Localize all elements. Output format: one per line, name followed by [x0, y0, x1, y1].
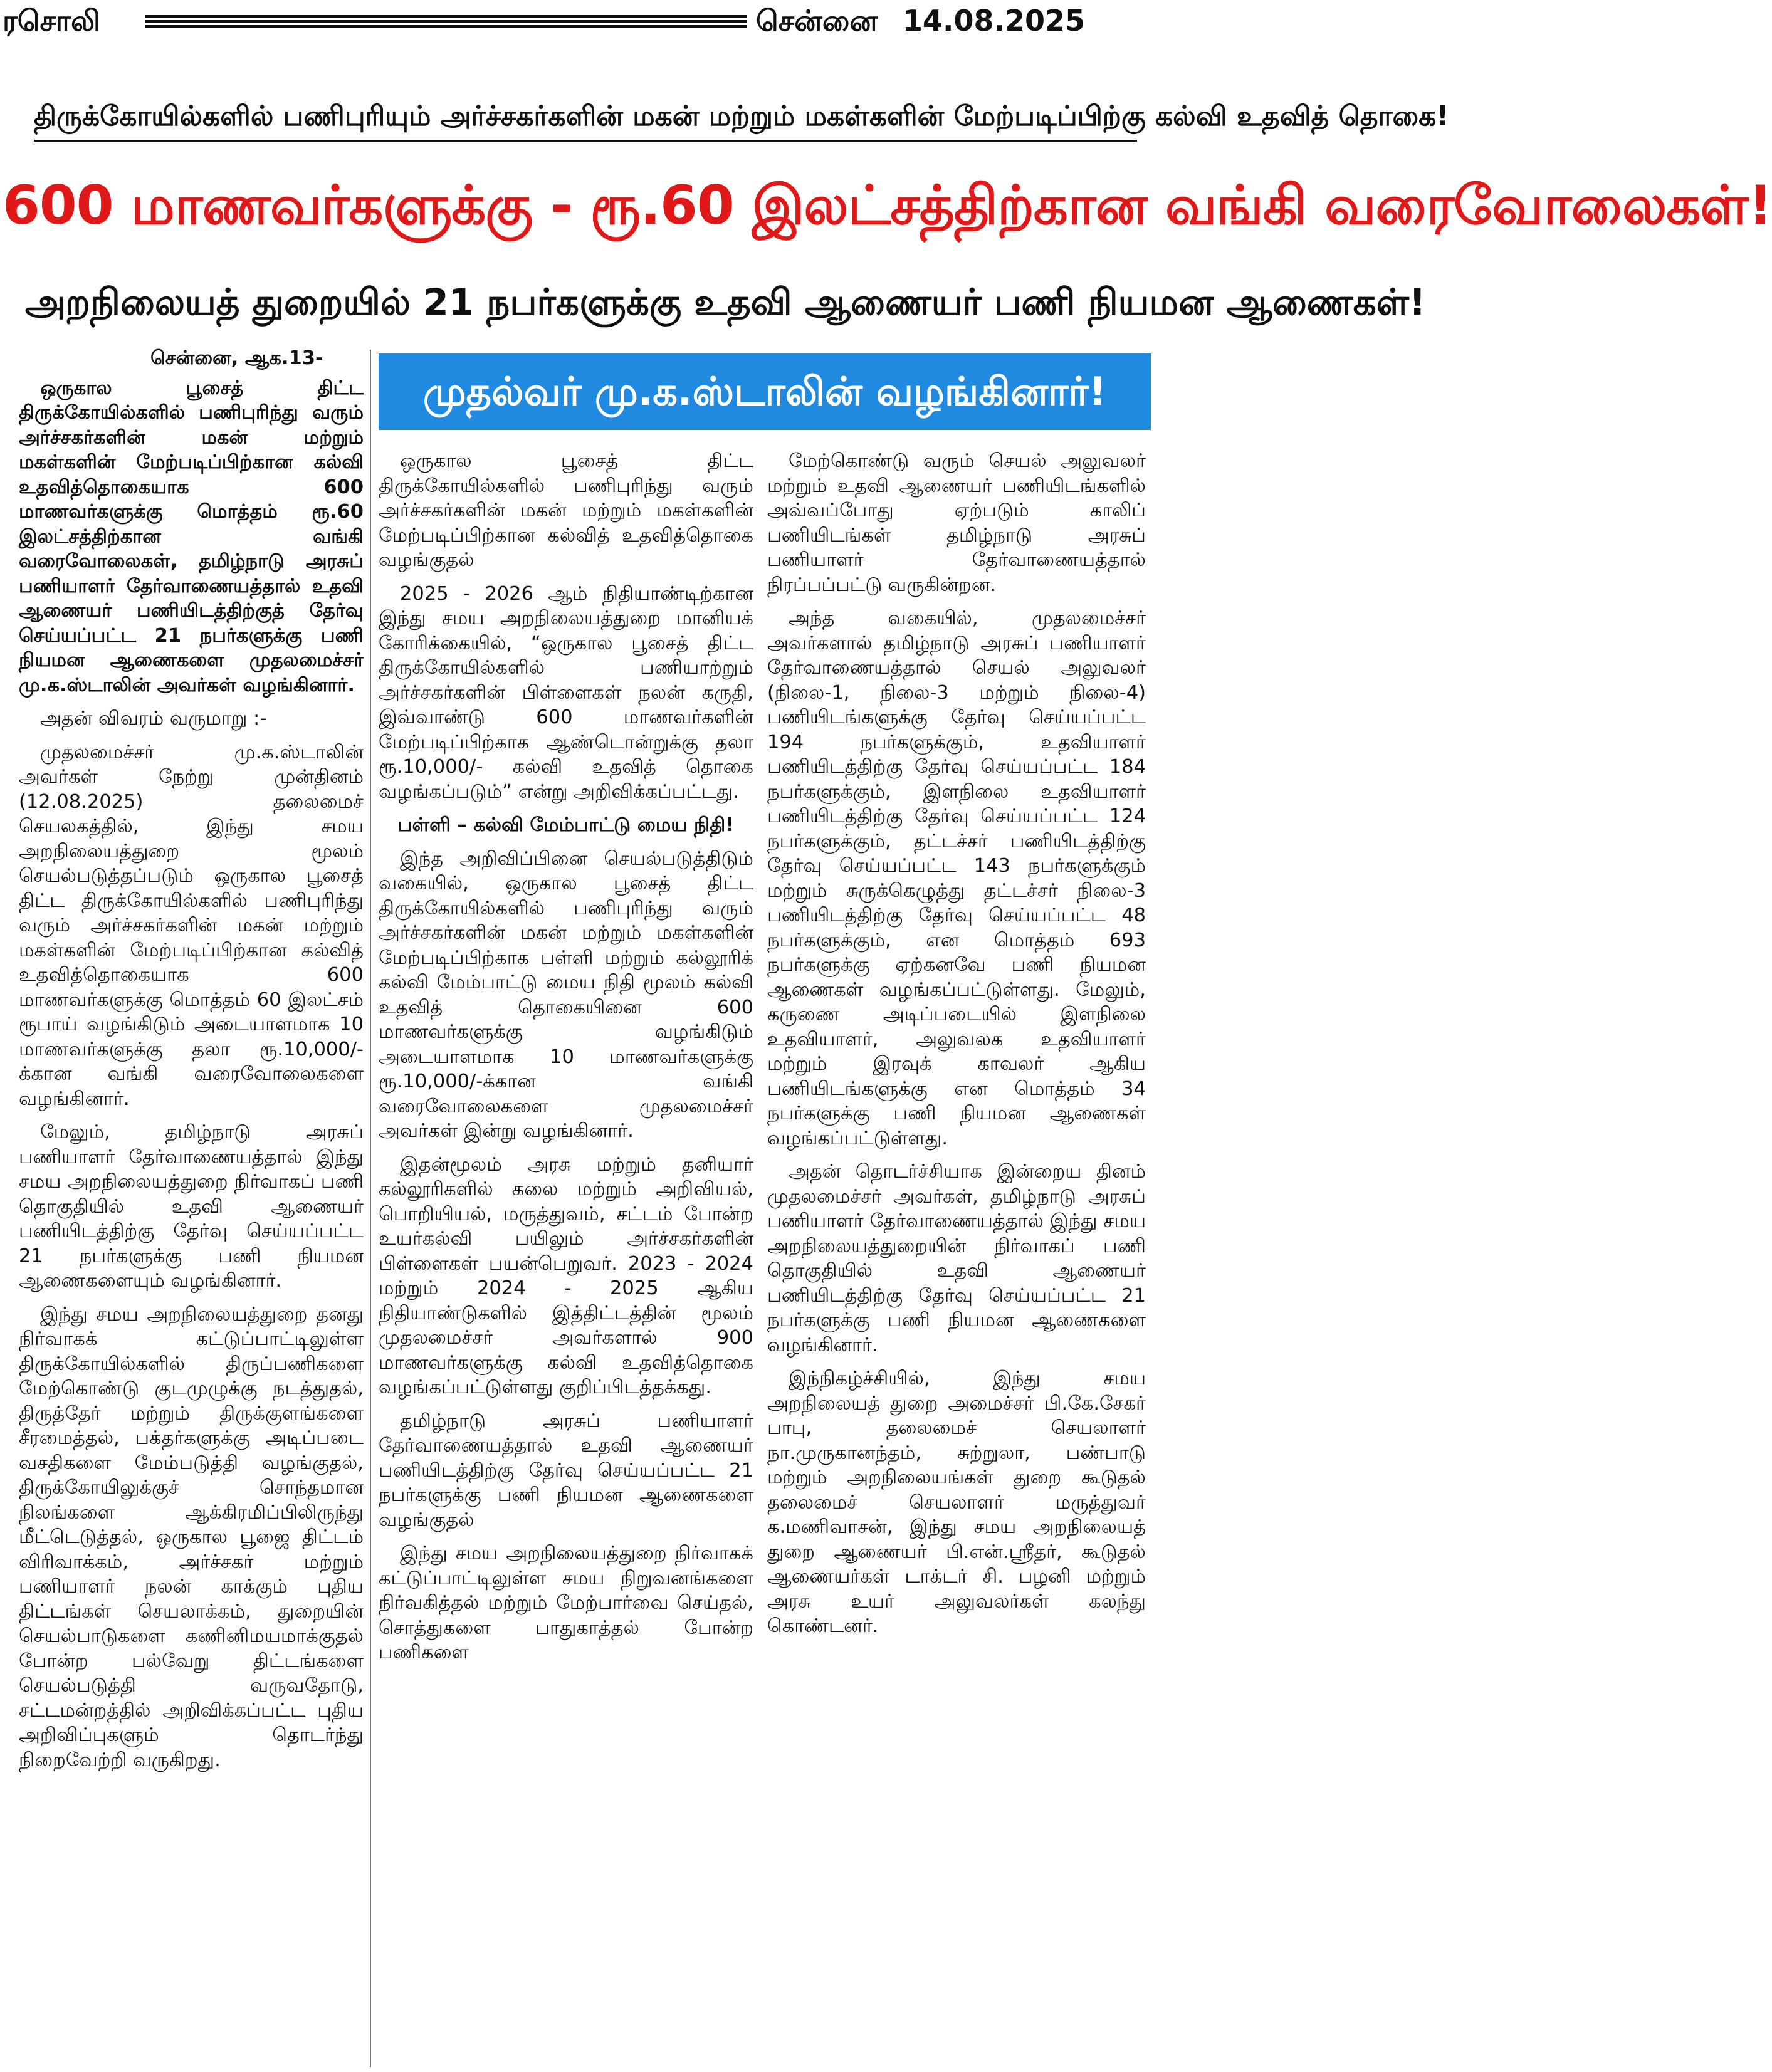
paragraph: இதன்மூலம் அரசு மற்றும் தனியார் கல்லூரிகளில் கலை மற்றும் அறிவியல், பொறியியல், மருத்துவம், சட்டம் போன்ற உயர்கல்வி பயிலும் அர்ச்சகர்களின் பிள்ளைகள் பயன்பெறுவர். 2023 - 2024 மற்றும் 2024 - 2025 ஆகிய நிதியாண்டுகளில் இத்திட்டத்தின் மூலம் முதலமைச்சர் அவர்களால் 900 மாணவர்களுக்கு கல்வி உதவித்தொகை வழங்கப்பட்டுள்ளது குறிப்பிடத்தக்கது.: [379, 1153, 753, 1398]
paragraph: ஒருகால பூசைத் திட்ட திருக்கோயில்களில் பணிபுரிந்து வரும் அர்ச்சகர்களின் மகன் மற்றும் மகள்களின் மேற்படிப்பிற்கான கல்வித் உதவித்தொகை வழங்குதல்: [379, 450, 753, 571]
kicker-headline: திருக்கோயில்களில் பணிபுரியும் அர்ச்சகர்களின் மகன் மற்றும் மகள்களின் மேற்படிப்பிற்கு கல்வி உதவித் தொகை!: [34, 100, 1137, 142]
paragraph: அதன் தொடர்ச்சியாக இன்றைய தினம் முதலமைச்சர் அவர்கள், தமிழ்நாடு அரசுப் பணியாளர் தேர்வாணையத்தால் இந்து சமய அறநிலையத்துறையின் நிர்வாகப் பணி தொகுதியில் உதவி ஆணையர் பணியிடத்திற்கு தேர்வு செய்யப்பட்ட 21 நபர்களுக்கு பணி நியமன ஆணைகளை வழங்கினார்.: [767, 1161, 1146, 1356]
dateline: சென்னை, ஆக.13-: [150, 347, 323, 369]
masthead-city-date: [756, 4, 1085, 42]
paragraph: இந்நிகழ்ச்சியில், இந்து சமய அறநிலையத் துறை அமைச்சர் பி.கே.சேகர் பாபு, தலைமைச் செயலாளர் நா.முருகானந்தம், சுற்றுலா, பண்பாடு மற்றும் அறநிலையங்கள் துறை கூடுதல் தலைமைச் செயலாளர் மருத்துவர் க.மணிவாசன், இந்து சமய அறநிலையத் துறை ஆணையர் பி.என்.ஸ்ரீதர், கூடுதல் ஆணையர்கள் டாக்டர் சி. பழனி மற்றும் அரசு உயர் அலுவலர்கள் கலந்து கொண்டனர்.: [767, 1368, 1146, 1637]
main-headline: 600 மாணவர்களுக்கு - ரூ.60 இலட்சத்திற்கான வங்கி வரைவோலைகள்!: [3, 174, 1772, 237]
masthead: [0, 0, 1152, 49]
banner-headline: முதல்வர் மு.க.ஸ்டாலின் வழங்கினார்!: [379, 353, 1151, 430]
date: 14.08.2025: [903, 4, 1086, 38]
sub-headline: அறநிலையத் துறையில் 21 நபர்களுக்கு உதவி ஆணையர் பணி நியமன ஆணைகள்!: [25, 281, 1426, 323]
paragraph: இந்து சமய அறநிலையத்துறை நிர்வாகக் கட்டுப்பாட்டிலுள்ள சமய நிறுவனங்களை நிர்வகித்தல் மற்றும் மேற்பார்வை செய்தல், சொத்துகளை பாதுகாத்தல் போன்ற பணிகளை: [379, 1542, 753, 1663]
paragraph: இந்த அறிவிப்பினை செயல்படுத்திடும் வகையில், ஒருகால பூசைத் திட்ட திருக்கோயில்களில் பணிபுரிந்து வரும் அர்ச்சகர்களின் மகன் மற்றும் மகள்களின் மேற்படிப்பிற்காக பள்ளி மற்றும் கல்லூரிக் கல்வி மேம்பாட்டு மைய நிதி மூலம் கல்வி உதவித் தொகையினை 600 மாணவர்களுக்கு வழங்கிடும் அடையாளமாக 10 மாணவர்களுக்கு ரூ.10,000/-க்கான வங்கி வரைவோலைகளை முதலமைச்சர் அவர்கள் இன்று வழங்கினார்.: [379, 847, 753, 1142]
paragraph: மேற்கொண்டு வரும் செயல் அலுவலர் மற்றும் உதவி ஆணையர் பணியிடங்களில் அவ்வப்போது ஏற்படும் காலிப் பணியிடங்கள் தமிழ்நாடு அரசுப் பணியாளர் தேர்வாணையத்தால் நிரப்பப்பட்டு வருகின்றன.: [767, 450, 1146, 596]
paper-name: ரசொலி: [3, 4, 100, 38]
paragraph: அதன் விவரம் வருமாறு :-: [40, 708, 267, 730]
lead-paragraph: ஒருகால பூசைத் திட்ட திருக்கோயில்களில் பணிபுரிந்து வரும் அர்ச்சகர்களின் மகன் மற்றும் மகள்களின் மேற்படிப்பிற்கான கல்வி உதவித்தொகையாக 600 மாணவர்களுக்கு மொத்தம் ரூ.60 இலட்சத்திற்கான வங்கி வரைவோலைகள், தமிழ்நாடு அரசுப் பணியாளர் தேர்வாணையத்தால் உதவி ஆணையர் பணியிடத்திற்குத் தேர்வு செய்யப்பட்ட 21 நபர்களுக்கு பணி நியமன ஆணைகளை முதலமைச்சர் மு.க.ஸ்டாலின் அவர்கள் வழங்கினார்.: [19, 377, 364, 696]
paragraph: மேலும், தமிழ்நாடு அரசுப் பணியாளர் தேர்வாணையத்தால் இந்து சமய அறநிலையத்துறை நிர்வாகப் பணி தொகுதியில் உதவி ஆணையர் பணியிடத்திற்கு தேர்வு செய்யப்பட்ட 21 நபர்களுக்கு பணி நியமன ஆணைகளையும் வழங்கினார்.: [19, 1121, 364, 1292]
section-subhead: பள்ளி – கல்வி மேம்பாட்டு மைய நிதி!: [397, 814, 735, 836]
paragraph: தமிழ்நாடு அரசுப் பணியாளர் தேர்வாணையத்தால் உதவி ஆணையர் பணியிடத்திற்கு தேர்வு செய்யப்பட்ட 21 நபர்களுக்கு பணி நியமன ஆணைகளை வழங்குதல்: [379, 1410, 753, 1531]
article-column-2: [379, 449, 753, 1674]
article-column-1: [19, 346, 364, 1781]
paragraph: 2025 - 2026 ஆம் நிதியாண்டிற்கான இந்து சமய அறநிலையத்துறை மானியக் கோரிக்கையில், “ஒருகால பூசைத் திட்ட திருக்கோயில்களில் பணியாற்றும் அர்ச்சகர்களின் பிள்ளைகள் நலன் கருதி, இவ்வாண்டு 600 மாணவர்களின் மேற்படிப்பிற்காக ஆண்டொன்றுக்கு தலா ரூ.10,000/- கல்வி உதவித் தொகை வழங்கப்படும்” என்று அறிவிக்கப்பட்டது.: [379, 582, 753, 803]
paragraph: இந்து சமய அறநிலையத்துறை தனது நிர்வாகக் கட்டுப்பாட்டிலுள்ள திருக்கோயில்களில் திருப்பணிகளை மேற்கொண்டு குடமுழுக்கு நடத்துதல், திருத்தேர் மற்றும் திருக்குளங்களை சீரமைத்தல், பக்தர்களுக்கு அடிப்படை வசதிகளை மேம்படுத்தி வழங்குதல், திருக்கோயிலுக்குச் சொந்தமான நிலங்களை ஆக்கிரமிப்பிலிருந்து மீட்டெடுத்தல், ஒருகால பூஜை திட்டம் விரிவாக்கம், அர்ச்சகர் மற்றும் பணியாளர் நலன் காக்கும் புதிய திட்டங்கள் செயலாக்கம், துறையின் செயல்பாடுகளை கணினிமயமாக்குதல் போன்ற பல்வேறு திட்டங்களை செயல்படுத்தி வருவதோடு, சட்டமன்றத்தில் அறிவிக்கப்பட்ட புதிய அறிவிப்புகளும் தொடர்ந்து நிறைவேற்றி வருகிறது.: [19, 1303, 364, 1771]
masthead-rule: [145, 15, 747, 29]
article-column-3: [767, 449, 1146, 1648]
paragraph: அந்த வகையில், முதலமைச்சர் அவர்களால் தமிழ்நாடு அரசுப் பணியாளர் தேர்வாணையத்தால் செயல் அலுவலர் (நிலை-1, நிலை-3 மற்றும் நிலை-4) பணியிடங்களுக்கு தேர்வு செய்யப்பட்ட 194 நபர்களுக்கும், உதவியாளர் பணியிடத்திற்கு தேர்வு செய்யப்பட்ட 184 நபர்களுக்கும், இளநிலை உதவியாளர் பணியிடத்திற்கு தேர்வு செய்யப்பட்ட 124 நபர்களுக்கும், தட்டச்சர் பணியிடத்திற்கு தேர்வு செய்யப்பட்ட 143 நபர்களுக்கும் மற்றும் சுருக்கெழுத்து தட்டச்சர் நிலை-3 பணியிடத்திற்கு தேர்வு செய்யப்பட்ட 48 நபர்களுக்கும், என மொத்தம் 693 நபர்களுக்கு ஏற்கனவே பணி நியமன ஆணைகள் வழங்கப்பட்டுள்ளது. மேலும், கருணை அடிப்படையில் இளநிலை உதவியாளர், அலுவலக உதவியாளர் மற்றும் இரவுக் காவலர் ஆகிய பணியிடங்களுக்கு என மொத்தம் 34 நபர்களுக்கு பணி நியமன ஆணைகள் வழங்கப்பட்டுள்ளது.: [767, 607, 1146, 1149]
column-divider: [370, 350, 371, 2067]
paragraph: முதலமைச்சர் மு.க.ஸ்டாலின் அவர்கள் நேற்று முன்தினம் (12.08.2025) தலைமைச் செயலகத்தில், இந்து சமய அறநிலையத்துறை மூலம் செயல்படுத்தப்படும் ஒருகால பூசைத் திட்ட திருக்கோயில்களில் பணிபுரிந்து வரும் அர்ச்சகர்களின் மகன் மற்றும் மகள்களின் மேற்படிப்பிற்கான கல்வித் உதவித்தொகையாக 600 மாணவர்களுக்கு மொத்தம் 60 இலட்சம் ரூபாய் வழங்கிடும் அடையாளமாக 10 மாணவர்களுக்கு தலா ரூ.10,000/-க்கான வங்கி வரைவோலைகளை வழங்கினார்.: [19, 741, 364, 1110]
city: சென்னை: [756, 4, 878, 38]
